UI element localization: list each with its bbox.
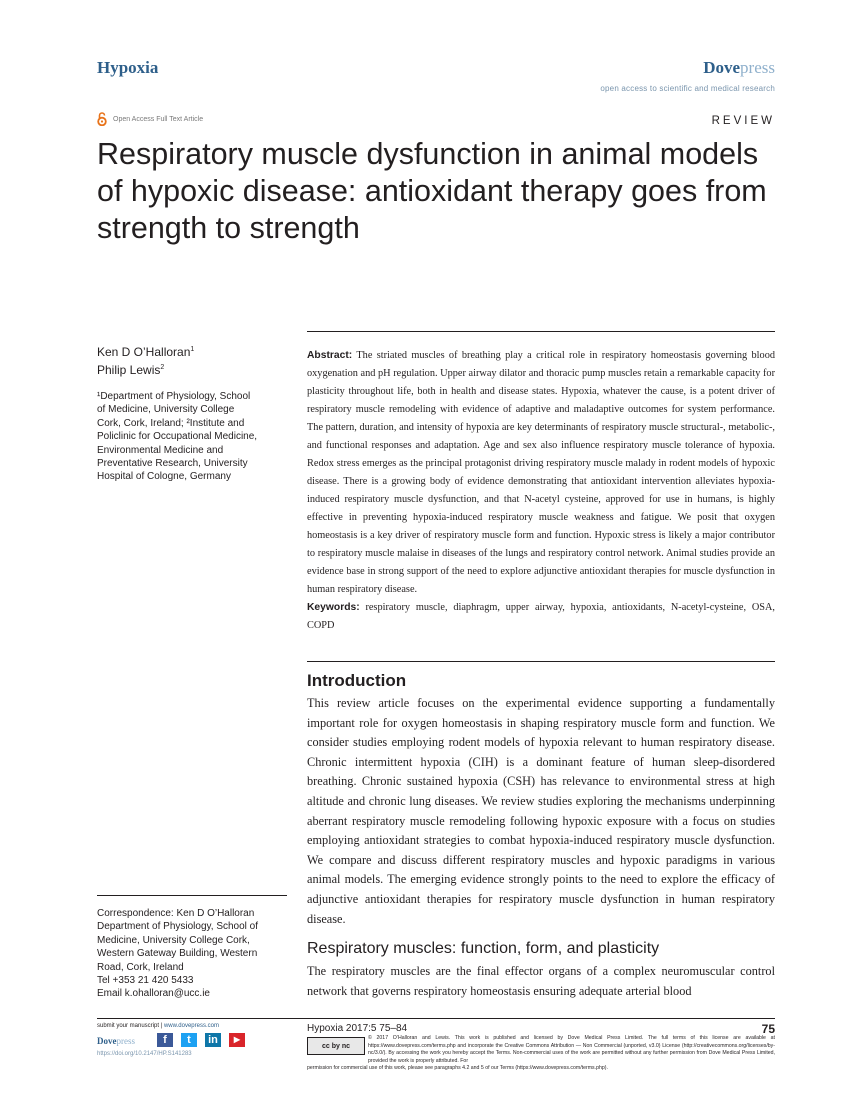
- footer-logo-part2: press: [116, 1036, 135, 1046]
- affiliations: [97, 390, 287, 484]
- footer-rule: [97, 1018, 775, 1019]
- journal-name: Hypoxia: [97, 58, 159, 77]
- cc-license-icon[interactable]: cc by nc: [307, 1037, 365, 1055]
- section-text: The respiratory muscles are the final effector organs of a complex neuromuscular control network that governs respiratory homeostasis ensuring adequate arterial blood: [307, 964, 775, 998]
- author-1-sup: 1: [190, 346, 195, 353]
- top-rule: [307, 331, 775, 332]
- affiliation-line: Preventative Research, University: [97, 458, 248, 470]
- correspondence: [97, 907, 287, 1001]
- abstract-label: Abstract:: [307, 350, 353, 361]
- open-access-label: Open Access Full Text Article: [113, 115, 204, 123]
- publisher-logo[interactable]: [703, 58, 775, 78]
- publisher-logo-part2: press: [740, 58, 775, 77]
- license-text: © 2017 O’Halloran and Lewis. This work is published and licensed by Dove Medical Press Limited. The full terms of this license are available at https://www.dovepress.com/terms.php and incorporate the Creative Commons Attribution — Non Commercial (unported, v3.0) License (http://creativecommons.org/licenses/by-nc/3.0/). By accessing the work you hereby accept the Terms. Non-commercial uses of the work are permitted without any further permission from Dove Medical Press Limited, provided the work is properly attributed. For: [368, 1035, 775, 1064]
- footer-logo-part1: Dove: [97, 1036, 117, 1046]
- author-2-name: Philip Lewis: [97, 363, 161, 377]
- submit-label: submit your manuscript: [97, 1023, 160, 1029]
- section-heading: Respiratory muscles: function, form, and plasticity: [307, 940, 660, 957]
- affiliation-line: Hospital of Cologne, Germany: [97, 471, 231, 483]
- author-1-name: Ken D O’Halloran: [97, 345, 191, 359]
- author-1: [97, 345, 194, 359]
- introduction-text: This review article focuses on the experimental evidence supporting a fundamentally important role for oxygen homeostasis in shaping respiratory muscle form and function. We consider studies employing rodent models of hypoxia relevant to human respiratory disease. Chronic intermittent hypoxia (CIH) is a dominant feature of human sleep-disordered breathing. Chronic sustained hypoxia (CSH) has relevance to environmental stress at high altitude and chronic lung diseases. We review studies exploring the mechanisms underpinning aberrant respiratory muscle remodeling following hypoxic exposure with a focus on studies employing antioxidant strategies to combat hypoxia-induced respiratory muscle dysfunction. We compare and discuss different respiratory muscles and hypoxic paradigms in various animal models. The emerging evidence strongly points to the need to explore the efficacy of adjunctive antioxidant therapies for respiratory muscle dysfunction in human respiratory disease.: [307, 696, 775, 926]
- keywords-label: Keywords:: [307, 602, 360, 613]
- page-number: 75: [761, 1022, 775, 1036]
- submit-url[interactable]: www.dovepress.com: [163, 1023, 219, 1029]
- correspondence-line: Tel +353 21 420 5433: [97, 975, 194, 987]
- correspondence-line: Medicine, University College Cork,: [97, 934, 250, 946]
- open-access-icon: [97, 112, 107, 126]
- social-links: [157, 1033, 245, 1047]
- introduction-heading: Introduction: [307, 671, 407, 690]
- affiliation-line: Policlinic for Occupational Medicine,: [97, 431, 258, 443]
- abstract-bottom-rule: [307, 661, 775, 662]
- correspondence-rule: [97, 895, 287, 896]
- abstract: [307, 347, 775, 635]
- publisher-logo-part1: Dove: [703, 58, 741, 77]
- linkedin-icon[interactable]: in: [205, 1033, 221, 1047]
- article-title: Respiratory muscle dysfunction in animal models of hypoxic disease: antioxidant therapy goes from strength to strength: [97, 137, 767, 245]
- correspondence-email[interactable]: Email k.ohalloran@ucc.ie: [97, 988, 210, 1000]
- doi-link[interactable]: https://doi.org/10.2147/HP.S141283: [97, 1051, 192, 1057]
- keywords-text: respiratory muscle, diaphragm, upper airway, hypoxia, antioxidants, N-acetyl-cysteine, OSA, COPD: [307, 602, 775, 631]
- footer-logo[interactable]: [97, 1036, 135, 1046]
- affiliation-line: ¹Department of Physiology, School: [97, 391, 251, 402]
- youtube-icon[interactable]: ▶: [229, 1033, 245, 1047]
- license-text-continued: permission for commercial use of this work, please see paragraphs 4.2 and 5 of our Terms (https://www.dovepress.com/terms.php).: [307, 1065, 608, 1071]
- publisher-tagline: open access to scientific and medical research: [600, 84, 775, 93]
- author-2-sup: 2: [160, 364, 165, 371]
- affiliation-line: Cork, Cork, Ireland; ²Institute and: [97, 417, 245, 429]
- twitter-icon[interactable]: t: [181, 1033, 197, 1047]
- facebook-icon[interactable]: f: [157, 1033, 173, 1047]
- correspondence-line: Correspondence: Ken D O’Halloran: [97, 908, 255, 919]
- open-access-badge: [97, 112, 203, 126]
- correspondence-line: Road, Cork, Ireland: [97, 961, 184, 973]
- correspondence-line: Western Gateway Building, Western: [97, 948, 258, 960]
- affiliation-line: of Medicine, University College: [97, 404, 235, 416]
- correspondence-line: Department of Physiology, School of: [97, 921, 259, 933]
- citation: Hypoxia 2017:5 75–84: [307, 1023, 408, 1034]
- abstract-text: The striated muscles of breathing play a critical role in respiratory homeostasis governing blood oxygenation and pH regulation. Upper airway dilator and thoracic pump muscles retain a remarkable capacity for plasticity throughout life, both in health and disease states. Hypoxia, whatever the cause, is a potent driver of respiratory muscle remodeling with evidence of adaptive and maladaptive outcomes for system performance. The pattern, duration, and intensity of hypoxia are key determinants of respiratory muscle structural-, metabolic-, and functional responses and adaptation. Age and sex also influence respiratory muscle tolerance of hypoxia. Redox stress emerges as the principal protagonist driving respiratory muscle malady in rodent models of hypoxic disease. There is a growing body of evidence demonstrating that antioxidant intervention alleviates hypoxia-induced respiratory muscle dysfunction, and that N-acetyl cysteine, approved for use in humans, is highly effective in preventing hypoxia-induced respiratory muscle weakness and fatigue. We posit that oxygen homeostasis is a key driver of respiratory muscle form and function. Hypoxic stress is likely a major contributor to respiratory muscle malaise in diseases of the lungs and respiratory control network. Animal studies provide an evidence base in strong support of the need to explore adjunctive antioxidant therapies for muscle dysfunction in human respiratory disease.: [307, 350, 775, 595]
- author-2: [97, 363, 164, 377]
- affiliation-line: Environmental Medicine and: [97, 444, 224, 456]
- article-type: REVIEW: [711, 115, 775, 127]
- submit-manuscript[interactable]: submit your manuscript | www.dovepress.com: [97, 1023, 219, 1029]
